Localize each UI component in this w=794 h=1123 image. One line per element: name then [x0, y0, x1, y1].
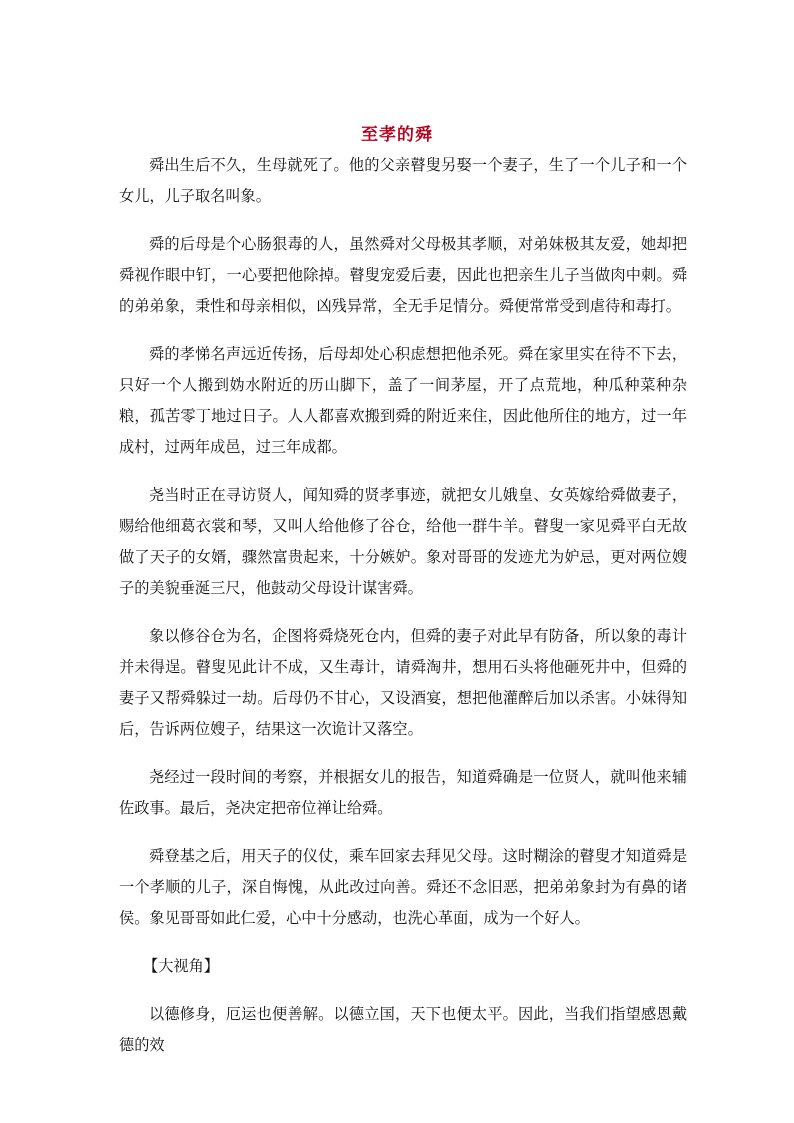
- paragraph-1: 舜出生后不久，生母就死了。他的父亲瞽叟另娶一个妻子，生了一个儿子和一个女儿，儿子取名叫象。: [119, 156, 687, 205]
- paragraph-3: 舜的孝悌名声远近传扬，后母却处心积虑想把他杀死。舜在家里实在待不下去，只好一个人搬到妫水附近的历山脚下，盖了一间茅屋，开了点荒地，种瓜种菜种杂粮，孤苦零丁地过日子。人人都喜欢搬到舜的附近来住，因此他所住的地方，过一年成村，过两年成邑，过三年成都。: [119, 345, 687, 456]
- paragraph-2: 舜的后母是个心肠狠毒的人，虽然舜对父母极其孝顺，对弟妹极其友爱，她却把舜视作眼中钉，一心要把他除掉。瞽叟宠爱后妻，因此也把亲生儿子当做肉中刺。舜的弟弟象，秉性和母亲相似，凶残异常，全无手足情分。舜便常常受到虐待和毒打。: [119, 235, 687, 315]
- paragraph-5: 象以修谷仓为名，企图将舜烧死仓内，但舜的妻子对此早有防备，所以象的毒计并未得逞。瞽叟见此计不成，又生毒计，请舜淘井，想用石头将他砸死井中，但舜的妻子又帮舜躲过一劫。后母仍不甘心，又设酒宴，想把他灌醉后加以杀害。小妹得知后，告诉两位嫂子，结果这一次诡计又落空。: [119, 627, 687, 738]
- document-title: 至孝的舜: [361, 125, 433, 145]
- section-heading: 【大视角】: [143, 957, 219, 975]
- closing-paragraph: 以德修身，厄运也便善解。以德立国，天下也便太平。因此，当我们指望感恩戴德的效: [119, 1005, 687, 1054]
- paragraph-6: 尧经过一段时间的考察，并根据女儿的报告，知道舜确是一位贤人，就叫他来辅佐政事。最后，尧决定把帝位禅让给舜。: [119, 768, 687, 817]
- paragraph-7: 舜登基之后，用天子的仪仗，乘车回家去拜见父母。这时糊涂的瞽叟才知道舜是一个孝顺的儿子，深自悔愧，从此改过向善。舜还不念旧恶，把弟弟象封为有鼻的诸侯。象见哥哥如此仁爱，心中十分感动，也洗心革面，成为一个好人。: [119, 847, 687, 927]
- paragraph-4: 尧当时正在寻访贤人，闻知舜的贤孝事迹，就把女儿娥皇、女英嫁给舜做妻子，赐给他细葛衣裳和琴，又叫人给他修了谷仓，给他一群牛羊。瞽叟一家见舜平白无故做了天子的女婿，骤然富贵起来，十分嫉妒。象对哥哥的发迹尤为妒忌，更对两位嫂子的美貌垂涎三尺，他鼓动父母设计谋害舜。: [119, 486, 687, 597]
- document-body: [119, 150, 687, 1078]
